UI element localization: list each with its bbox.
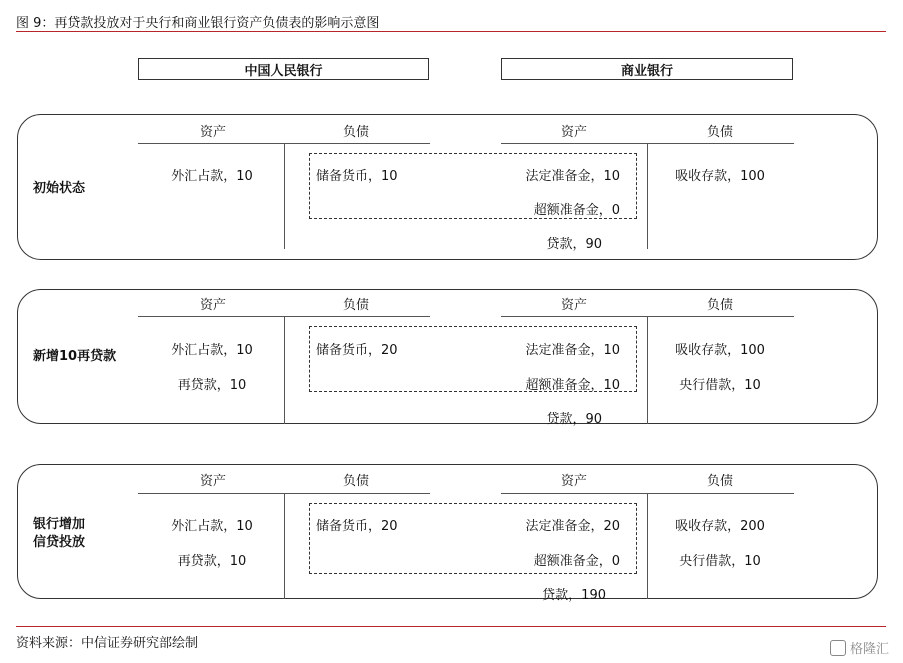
com-assets-header: 资产: [560, 125, 587, 140]
com-asset-item: 贷款，90: [546, 412, 602, 427]
cb-liabilities-header: 负债: [342, 474, 369, 489]
source-note: 资料来源：中信证券研究部绘制: [16, 636, 199, 651]
watermark-text: 格隆汇: [849, 642, 889, 657]
cb-asset-item: 外汇占款，10: [171, 519, 253, 534]
cb-asset-item: 再贷款，10: [177, 378, 247, 393]
com-asset-item: 法定准备金，10: [525, 169, 620, 184]
com-asset-item: 超额准备金，0: [533, 554, 620, 569]
com-assets-header: 资产: [560, 298, 587, 313]
cb-divider: [284, 143, 285, 249]
com-divider: [647, 493, 648, 599]
com-liabilities-header: 负债: [706, 125, 733, 140]
com-asset-item: 超额准备金，0: [533, 203, 620, 218]
com-liabilities-header: 负债: [706, 298, 733, 313]
commercial-bank-header: 商业银行: [501, 58, 793, 80]
cb-liabilities-header: 负债: [342, 298, 369, 313]
cb-assets-header: 资产: [199, 298, 226, 313]
cb-liability-item: 储备货币，20: [316, 519, 398, 534]
cb-assets-header: 资产: [199, 125, 226, 140]
com-asset-item: 超额准备金，10: [525, 378, 620, 393]
central-bank-header: 中国人民银行: [138, 58, 429, 80]
com-liability-item: 吸收存款，100: [675, 343, 765, 358]
com-liability-item: 央行借款，10: [679, 378, 761, 393]
cb-liability-item: 储备货币，20: [316, 343, 398, 358]
panel-new-relending: [17, 289, 878, 427]
source-rule: [16, 626, 886, 627]
com-liabilities-header: 负债: [706, 474, 733, 489]
cb-liabilities-header: 负债: [342, 125, 369, 140]
com-asset-item: 贷款，90: [546, 237, 602, 252]
panel-credit-expansion: [17, 464, 878, 603]
title-rule: [16, 31, 886, 32]
com-liability-item: 央行借款，10: [679, 554, 761, 569]
panel-label: 新增10再贷款: [33, 349, 117, 364]
figure-title: 图 9：再贷款投放对于央行和商业银行资产负债表的影响示意图: [16, 16, 380, 31]
watermark-logo-icon: [830, 640, 846, 656]
watermark: [830, 638, 889, 657]
com-divider: [647, 143, 648, 249]
cb-asset-item: 再贷款，10: [177, 554, 247, 569]
com-liability-item: 吸收存款，200: [675, 519, 765, 534]
com-divider: [647, 316, 648, 424]
cb-assets-header: 资产: [199, 474, 226, 489]
cb-liability-item: 储备货币，10: [316, 169, 398, 184]
com-assets-header: 资产: [560, 474, 587, 489]
panel-label: 银行增加 信贷投放: [33, 517, 86, 550]
cb-divider: [284, 493, 285, 599]
cb-divider: [284, 316, 285, 424]
panel-initial-state: [17, 114, 878, 260]
cb-asset-item: 外汇占款，10: [171, 343, 253, 358]
com-asset-item: 法定准备金，10: [525, 343, 620, 358]
cb-asset-item: 外汇占款，10: [171, 169, 253, 184]
com-liability-item: 吸收存款，100: [675, 169, 765, 184]
com-asset-item: 法定准备金，20: [525, 519, 620, 534]
com-asset-item: 贷款，190: [542, 588, 606, 603]
panel-label: 初始状态: [33, 181, 86, 196]
